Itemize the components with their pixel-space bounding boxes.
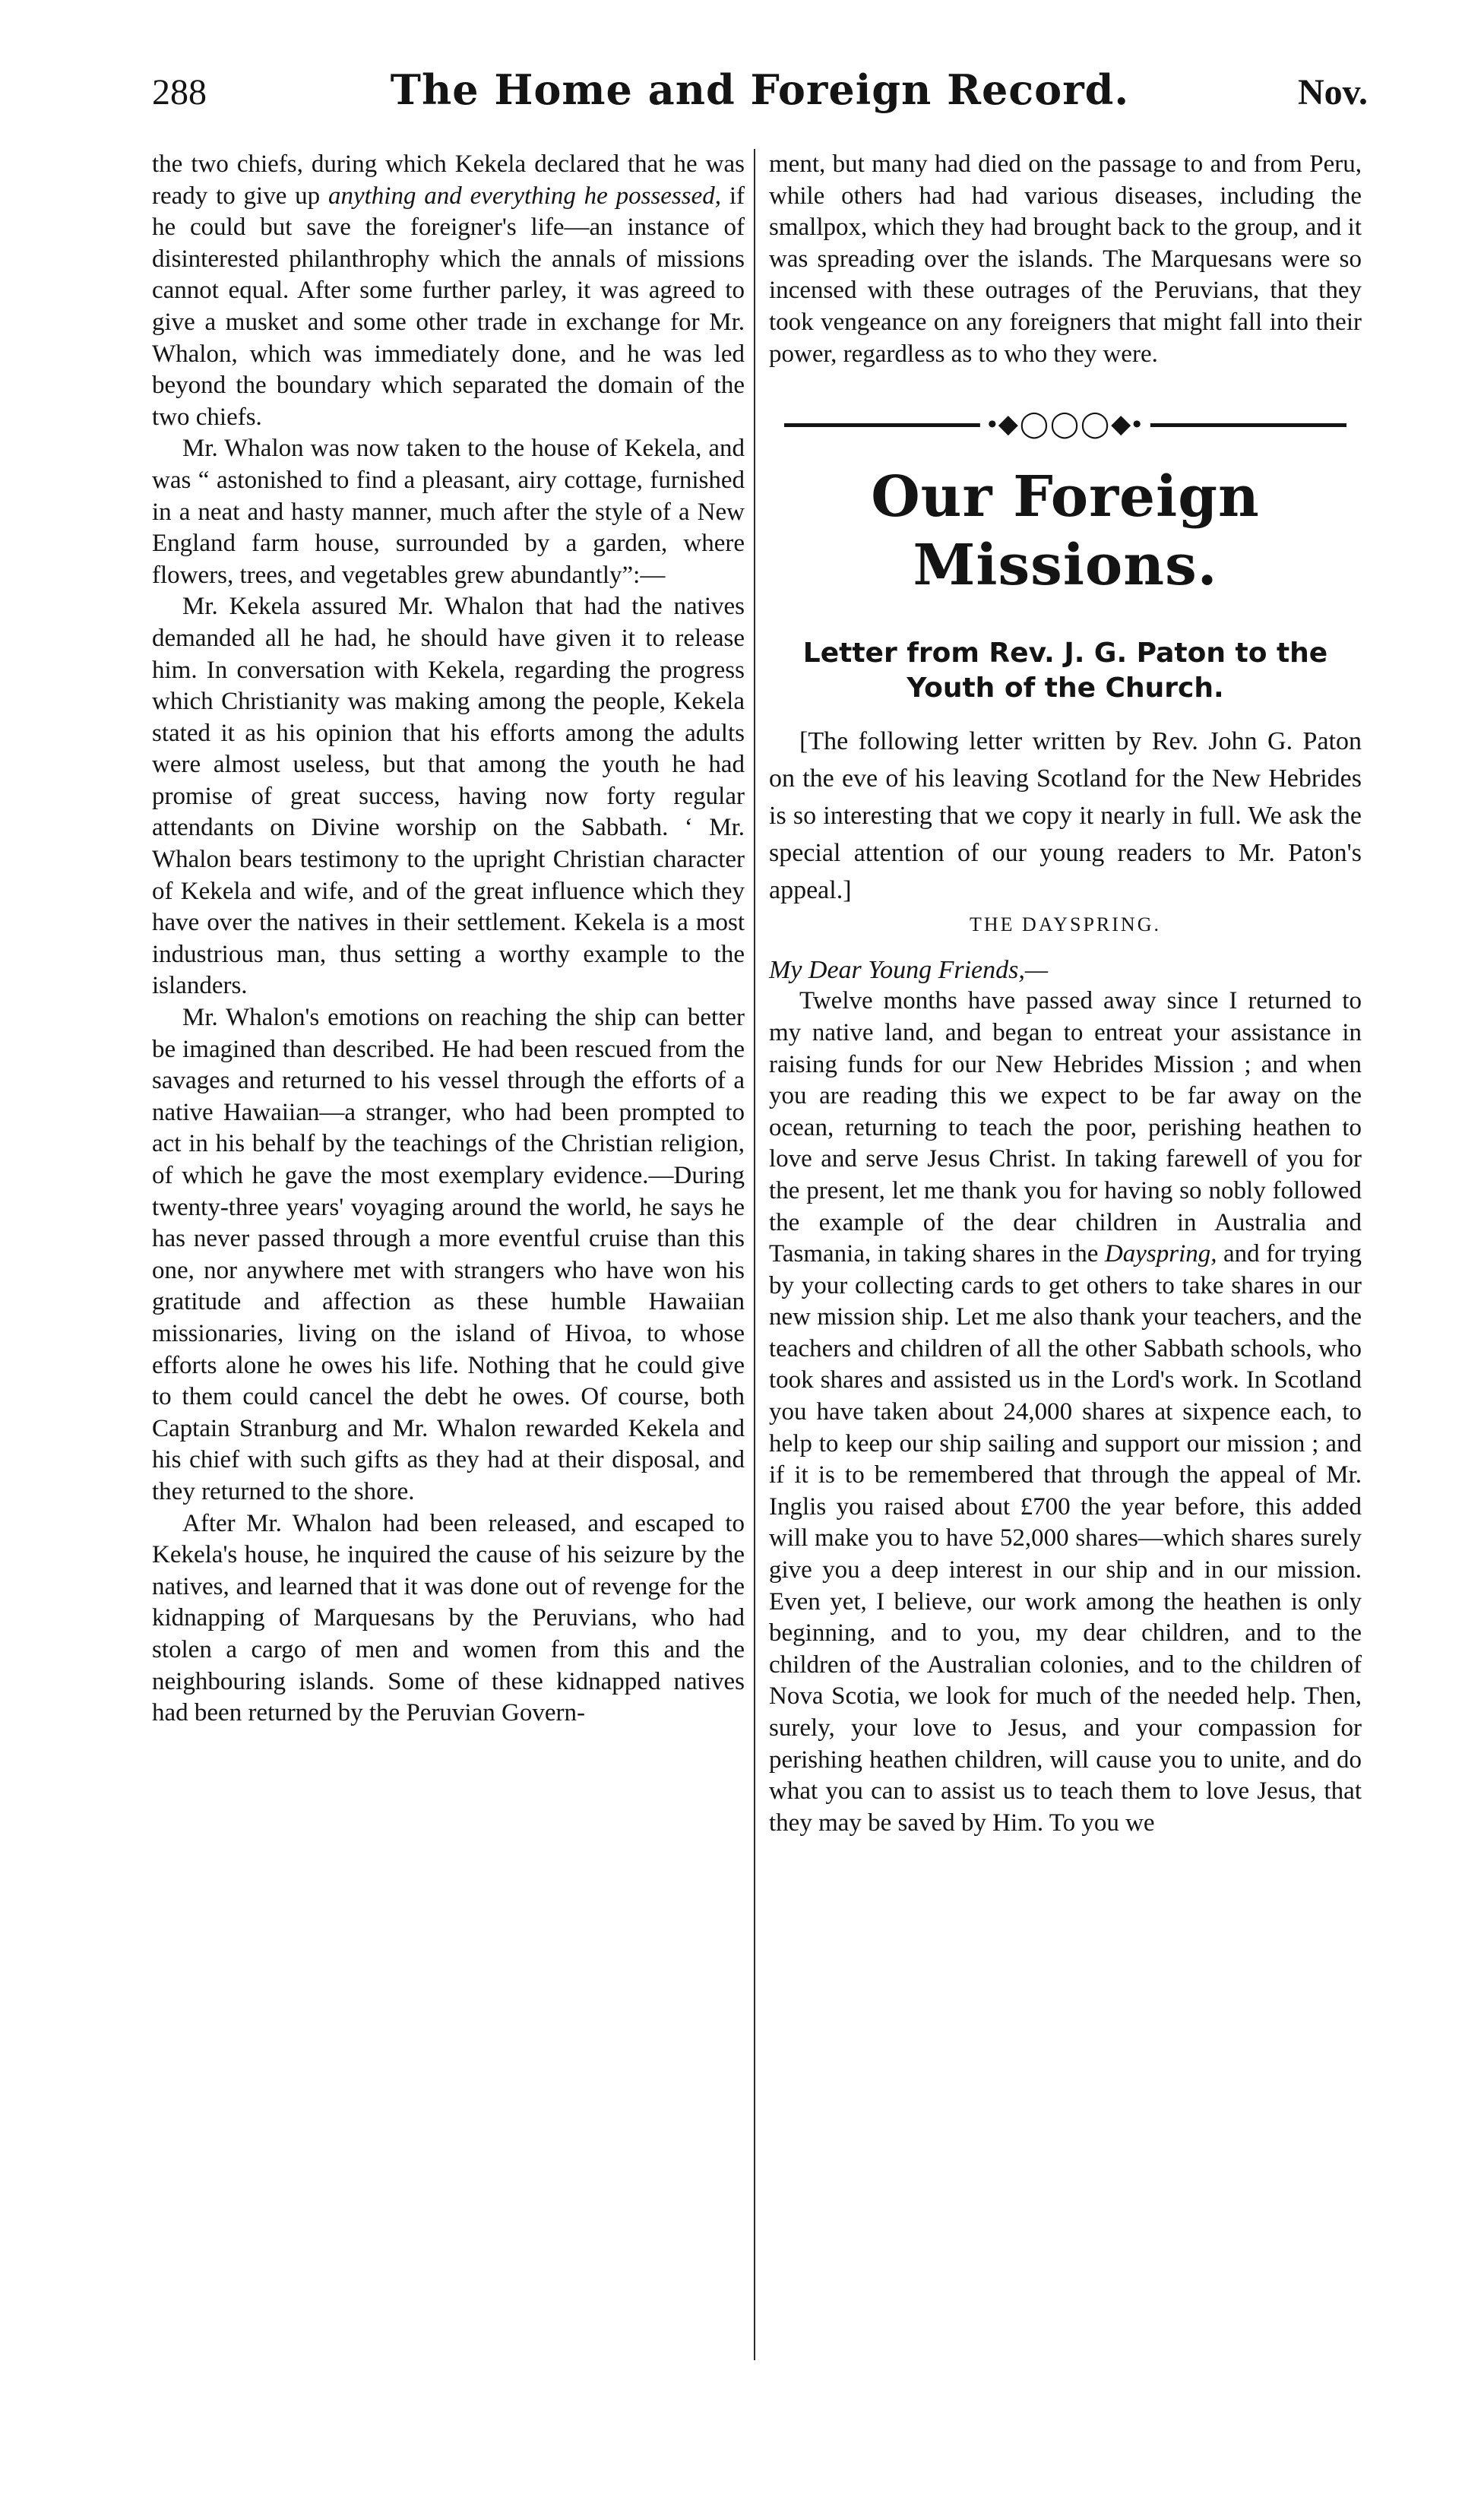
paragraph-kekela-assurance: Mr. Kekela assured Mr. Whalon that had the natives demanded all he had, he should have given it to release him. In conversation with Kekela, regarding the progress which Christianity was making among the people, Kekela stated it as his opinion that his efforts among the adults were almost useless, but that among the youth he had promise of great success, having now forty regular attendants on Divine worship on the Sabbath. ‘ Mr. Whalon bears testimony to the upright Christian character of Kekela and wife, and of the great influence which they have over the natives in their settlement. Kekela is a most industrious man, thus setting a worthy example to the islanders. xyxy=(152,593,745,1000)
editorial-intro: [The following letter written by Rev. John G. Paton on the eve of his leaving Scotland for the New Hebrides is so interesting that we copy it nearly in full. We ask the special attention of our young readers to Mr. Paton's appeal.] xyxy=(769,727,1362,905)
text-run: if he could but save the foreigner's life—an instance of disinterested philanthrophy which the annals of missions cannot equal. After some further parley, it was agreed to give a musket and some other trade in exchange for Mr. Whalon, which was immediately done, and he was led beyond the boundary which separated the domain of the two chiefs. xyxy=(152,182,745,431)
letter-heading: Letter from Rev. J. G. Paton to the Youth of the Church. xyxy=(802,638,1328,704)
text-run: Twelve months have passed away since I returned to my native land, and began to entreat your assistance in raising funds for our New Hebrides Mission ; and when you are reading this we expect to be far away on the ocean, returning to teach the poor, perishing heathen to love and serve Jesus Christ. In taking farewell of you for the present, let me thank you for having so nobly followed the example of the dear children in Australia and Tasmania, in taking shares in the xyxy=(769,987,1362,1268)
section-heading: Our Foreign Missions. xyxy=(871,464,1260,599)
text-run: the two chiefs, during which Kekela declared that he was ready to give up xyxy=(152,150,745,210)
letter-salutation: My Dear Young Friends,— xyxy=(769,955,1049,984)
page-number: 288 xyxy=(152,72,207,112)
left-column xyxy=(152,149,745,1730)
letter-body xyxy=(769,986,1362,1839)
italic-run: anything and everything he possessed, xyxy=(327,182,722,210)
paragraph-whalon-emotions: Mr. Whalon's emotions on reaching the ship can better be imagined than described. He had been rescued from the savages and returned to his vessel through the efforts of a native Hawaiian—a stranger, who had been prompted to act in his behalf by the teachings of the Christian religion, of which he gave the most exemplary evidence.—During twenty-three years' voyaging around the world, he says he has never passed through a more eventful cruise than this one, nor anywhere met with strangers who have won his gratitude and affection as these humble Hawaiian missionaries, living on the island of Hivoa, to whose efforts alone he owes his life. Nothing that he could give to them could cancel the debt he owes. Of course, both Captain Stranburg and Mr. Whalon rewarded Kekela and his chief with such gifts as they had at their disposal, and they returned to the shore. xyxy=(152,1004,745,1505)
right-column xyxy=(769,149,1362,1839)
paragraph-kekela-house: Mr. Whalon was now taken to the house of Kekela, and was “ astonished to find a pleasant, airy cottage, furnished in a neat and hasty manner, much after the style of a New England farm house, surrounded by a garden, where flowers, trees, and vegetables grew abundantly”:— xyxy=(152,435,745,589)
italic-run: Dayspring, xyxy=(1104,1240,1217,1268)
paragraph-chiefs-parley xyxy=(152,149,745,433)
running-head xyxy=(152,61,1368,137)
ornament-icon: •◆◯◯◯◆• xyxy=(980,410,1150,440)
paragraph-continuation: ment, but many had died on the passage to and from Peru, while others had had various diseases, including the smallpox, which they had brought back to the group, and it was spreading over the islands. The Marquesans were so incensed with these outrages of the Peruvians, that they took vengeance on any foreigners that might fall into their power, regardless as to who they were. xyxy=(769,150,1362,368)
ornamental-rule xyxy=(784,410,1346,440)
journal-title: The Home and Foreign Record. xyxy=(390,65,1130,114)
column-divider xyxy=(754,149,755,2360)
subheading-dayspring: THE DAYSPRING. xyxy=(970,913,1161,936)
text-run: and for trying by your collecting cards to get others to take shares in our new mission ship. Let me also thank your teachers, and the teachers and children of all the other Sabbath schools, who took shares and assisted us in the Lord's work. In Scotland you have taken about 24,000 shares at sixpence each, to help to keep our ship sailing and support our mission ; and if it is to be remembered that through the appeal of Mr. Inglis you raised about £700 the year before, this added will make you to have 52,000 shares—which shares surely give you a deep interest in our ship and in our mission. Even yet, I believe, our work among the heathen is only beginning, and to you, my dear children, and to the children of the Australian colonies, and to the children of Nova Scotia, we look for much of the needed help. Then, surely, your love to Jesus, and your compassion for perishing heathen children, will cause you to unite, and do what you can to assist us to teach them to love Jesus, that they may be saved by Him. To you we xyxy=(769,1240,1362,1837)
paragraph-whalon-released: After Mr. Whalon had been released, and escaped to Kekela's house, he inquired the cause of his seizure by the natives, and learned that it was done out of revenge for the kidnapping of Marquesans by the Peruvians, who had stolen a cargo of men and women from this and the neighbouring islands. Some of these kidnapped natives had been returned by the Peruvian Govern- xyxy=(152,1509,745,1727)
issue-month: Nov. xyxy=(1297,72,1368,112)
